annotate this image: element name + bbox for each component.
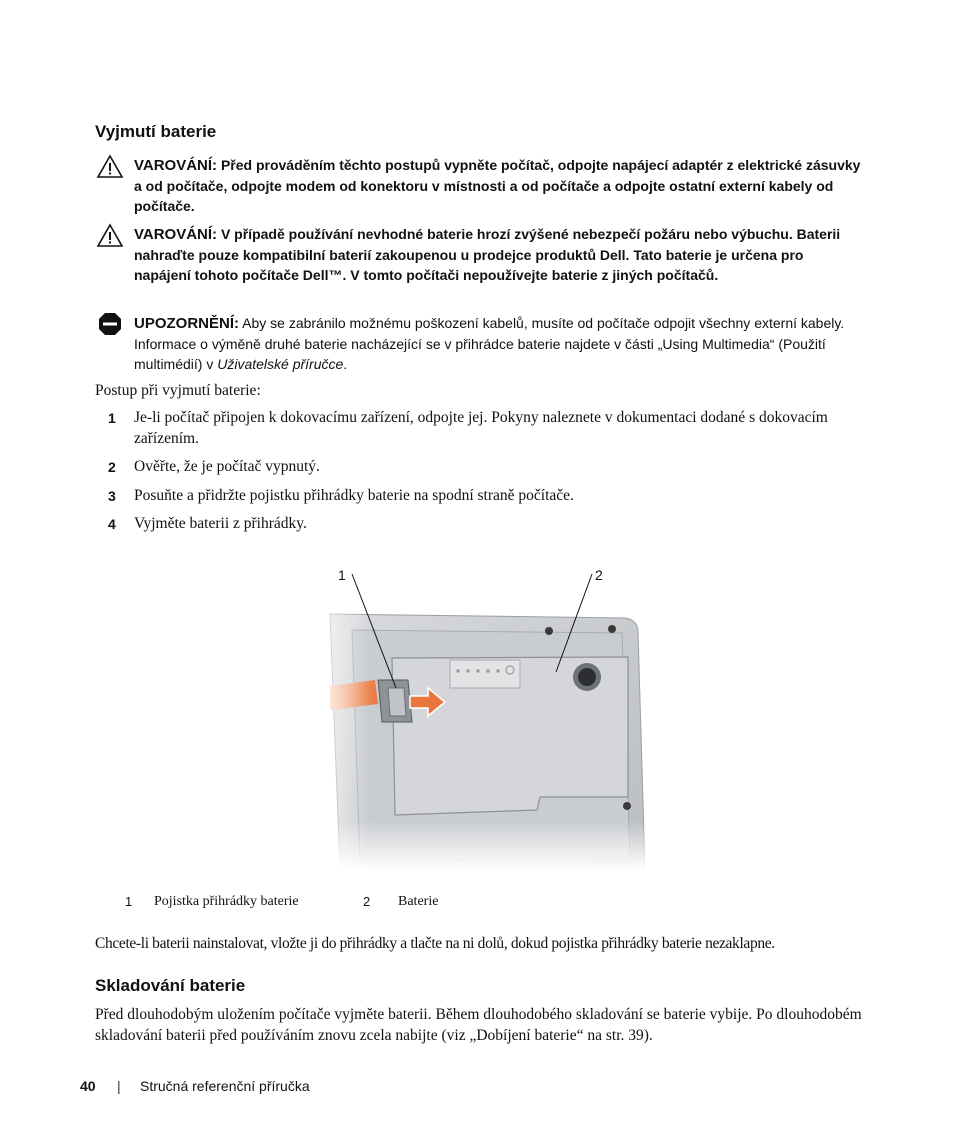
step-text: Je-li počítač připojen k dokovacímu zařízení, odpojte jej. Pokyny naleznete v dokumentaci dodané s dokovacím zařízením.	[134, 409, 828, 447]
figure-callout-1: 1	[338, 567, 346, 583]
warning-2	[134, 224, 864, 285]
warning-triangle-icon	[96, 223, 124, 248]
step-number: 2	[108, 459, 116, 475]
footer-separator: |	[117, 1078, 121, 1094]
battery-bay-illustration	[300, 570, 660, 870]
notice-end: .	[343, 356, 348, 372]
warning-1-label: VAROVÁNÍ:	[134, 157, 218, 174]
step-number: 1	[108, 410, 116, 426]
footer-title: Stručná referenční příručka	[140, 1078, 310, 1094]
storage-instructions: Před dlouhodobým uložením počítače vyjměte baterii. Během dlouhodobého skladování se baterie vybije. Po dlouhodobém skladování baterii před používáním znovu zcela nabijte (viz „Dobíjení baterie“ na str. 39).	[95, 1006, 862, 1044]
section-title-battery-storage: Skladování baterie	[95, 976, 246, 995]
notice-italic-link-text: Uživatelské příručce	[217, 356, 344, 372]
warning-2-text: V případě používání nevhodné baterie hrozí zvýšené nebezpečí požáru nebo výbuchu. Baterii nahraďte pouze kompatibilní baterií zakoupenou u prodejce produktů Dell. Tato baterie je určena pro napájení tohoto počítače Dell™. V tomto počítači nepoužívejte baterie z jiných počítačů.	[134, 226, 841, 283]
notice-label: UPOZORNĚNÍ:	[134, 315, 239, 332]
step-text: Ověřte, že je počítač vypnutý.	[134, 458, 320, 475]
step-text: Vyjměte baterii z přihrádky.	[134, 515, 307, 532]
notice-text: Aby se zabránilo možnému poškození kabelů, musíte od počítače odpojit všechny externí kabely. Informace o výměně druhé baterie nacházející se v přihrádce baterie najdete v části „Using Multimedia“ (Použití multimédií) v	[134, 315, 845, 372]
notice	[134, 313, 874, 374]
figure-callout-2: 2	[595, 567, 603, 583]
step-number: 3	[108, 488, 116, 504]
section-title-battery-removal: Vyjmutí baterie	[95, 122, 217, 141]
legend-text: Baterie	[398, 894, 439, 909]
warning-2-label: VAROVÁNÍ:	[134, 226, 218, 243]
page-number: 40	[80, 1078, 96, 1094]
legend-number: 1	[125, 894, 133, 909]
steps-intro: Postup při vyjmutí baterie:	[95, 382, 261, 399]
warning-1-text: Před prováděním těchto postupů vypněte počítač, odpojte napájecí adaptér z elektrické zásuvky a od počítače, odpojte modem od konektoru v místnosti a od počítače a odpojte ostatní externí kabely od počítače.	[134, 157, 861, 214]
warning-1	[134, 155, 864, 216]
legend-text: Pojistka přihrádky baterie	[154, 894, 299, 909]
notice-octagon-icon	[98, 312, 122, 336]
step-number: 4	[108, 516, 116, 532]
legend-number: 2	[363, 894, 371, 909]
install-instructions: Chcete-li baterii nainstalovat, vložte ji do přihrádky a tlačte na ni dolů, dokud pojistka přihrádky baterie nezaklapne.	[95, 935, 775, 952]
step-text: Posuňte a přidržte pojistku přihrádky baterie na spodní straně počítače.	[134, 487, 574, 504]
warning-triangle-icon	[96, 154, 124, 179]
